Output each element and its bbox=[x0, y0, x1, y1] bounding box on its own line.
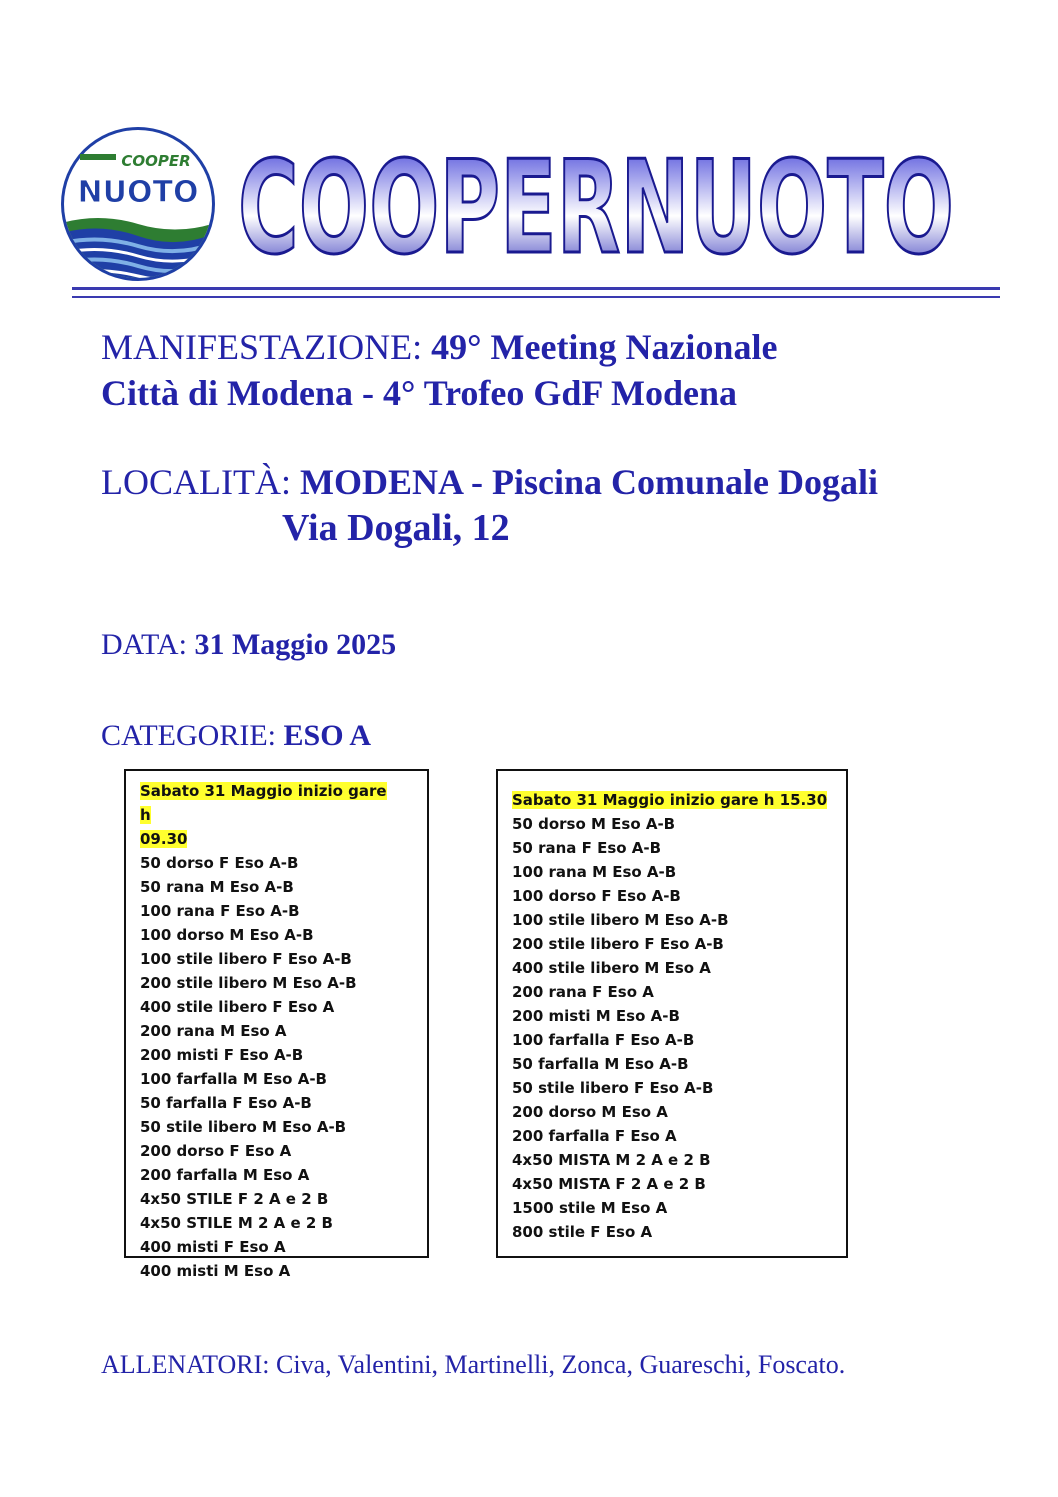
session-morning-event-item: 400 misti F Eso A bbox=[140, 1238, 286, 1256]
allenatori-value: Civa, Valentini, Martinelli, Zonca, Guareschi, Foscato. bbox=[276, 1350, 846, 1379]
session-afternoon-header: Sabato 31 Maggio inizio gare h 15.30 bbox=[512, 791, 828, 809]
categorie-label: CATEGORIE: bbox=[101, 719, 284, 752]
session-morning-event-item: 200 farfalla M Eso A bbox=[140, 1166, 310, 1184]
header-rule-top bbox=[72, 287, 1000, 290]
manifestazione-line bbox=[101, 327, 777, 367]
session-afternoon-event-item: 200 dorso M Eso A bbox=[512, 1103, 668, 1121]
session-afternoon-events bbox=[512, 812, 836, 1244]
session-afternoon-event-item: 200 rana F Eso A bbox=[512, 983, 654, 1001]
logo-main-text: NUOTO bbox=[77, 175, 199, 210]
session-afternoon-header-wrap bbox=[512, 788, 836, 812]
categorie-value: ESO A bbox=[283, 719, 372, 752]
localita-address: Via Dogali, 12 bbox=[282, 507, 510, 549]
session-morning-event-item: 100 stile libero F Eso A-B bbox=[140, 950, 352, 968]
session-morning-header bbox=[140, 779, 392, 851]
session-morning-event-item: 200 rana M Eso A bbox=[140, 1022, 287, 1040]
manifestazione-line-2 bbox=[101, 373, 737, 413]
coopernuoto-wordmark bbox=[232, 140, 960, 268]
session-afternoon-event-item: 50 farfalla M Eso A-B bbox=[512, 1055, 689, 1073]
session-afternoon-event-item: 100 stile libero M Eso A-B bbox=[512, 911, 729, 929]
data-label: DATA: bbox=[101, 628, 195, 661]
session-afternoon-event-item: 100 farfalla F Eso A-B bbox=[512, 1031, 695, 1049]
session-morning-event-item: 100 rana F Eso A-B bbox=[140, 902, 300, 920]
session-morning-event-item: 100 dorso M Eso A-B bbox=[140, 926, 314, 944]
session-morning-event-item: 200 dorso F Eso A bbox=[140, 1142, 292, 1160]
session-afternoon-event-item: 50 stile libero F Eso A-B bbox=[512, 1079, 714, 1097]
header-rule-bottom bbox=[72, 296, 1000, 298]
session-afternoon-event-item: 50 dorso M Eso A-B bbox=[512, 815, 676, 833]
session-morning-header-line1: Sabato 31 Maggio inizio gare h bbox=[140, 782, 387, 824]
session-afternoon-event-item: 4x50 MISTA M 2 A e 2 B bbox=[512, 1151, 711, 1169]
session-afternoon-event-item: 200 farfalla F Eso A bbox=[512, 1127, 677, 1145]
categorie-line bbox=[101, 716, 371, 756]
session-afternoon-event-item: 50 rana F Eso A-B bbox=[512, 839, 662, 857]
session-afternoon-event-item: 400 stile libero M Eso A bbox=[512, 959, 711, 977]
session-morning-event-item: 200 misti F Eso A-B bbox=[140, 1046, 304, 1064]
session-morning-event-item: 50 stile libero M Eso A-B bbox=[140, 1118, 347, 1136]
session-morning-event-item: 50 rana M Eso A-B bbox=[140, 878, 294, 896]
session-afternoon-event-item: 4x50 MISTA F 2 A e 2 B bbox=[512, 1175, 706, 1193]
localita-value: MODENA - Piscina Comunale Dogali bbox=[299, 462, 878, 502]
session-afternoon-event-item: 1500 stile M Eso A bbox=[512, 1199, 668, 1217]
session-morning-event-item: 200 stile libero M Eso A-B bbox=[140, 974, 357, 992]
session-morning-event-item: 4x50 STILE F 2 A e 2 B bbox=[140, 1190, 329, 1208]
session-afternoon-event-item: 800 stile F Eso A bbox=[512, 1223, 653, 1241]
session-morning-header-line2: 09.30 bbox=[140, 830, 188, 848]
session-afternoon-event-item: 100 rana M Eso A-B bbox=[512, 863, 677, 881]
localita-label: LOCALITÀ: bbox=[101, 462, 300, 502]
session-afternoon-event-item: 200 stile libero F Eso A-B bbox=[512, 935, 724, 953]
allenatori-line bbox=[101, 1345, 845, 1385]
session-afternoon-box bbox=[496, 769, 848, 1258]
session-afternoon-event-item: 200 misti M Eso A-B bbox=[512, 1007, 680, 1025]
localita-address-line bbox=[282, 508, 510, 548]
session-morning-event-item: 400 stile libero F Eso A bbox=[140, 998, 335, 1016]
manifestazione-value-2: Città di Modena - 4° Trofeo GdF Modena bbox=[101, 373, 738, 413]
session-morning-event-item: 100 farfalla M Eso A-B bbox=[140, 1070, 327, 1088]
allenatori-label: ALLENATORI: bbox=[101, 1350, 277, 1379]
session-morning-event-item: 50 farfalla F Eso A-B bbox=[140, 1094, 312, 1112]
data-line bbox=[101, 625, 396, 665]
coopernuoto-logo bbox=[58, 124, 218, 284]
manifestazione-label: MANIFESTAZIONE: bbox=[101, 327, 432, 367]
session-morning-events bbox=[140, 851, 417, 1283]
session-morning-event-item: 400 misti M Eso A bbox=[140, 1262, 291, 1280]
session-afternoon-event-item: 100 dorso F Eso A-B bbox=[512, 887, 681, 905]
session-morning-event-item: 50 dorso F Eso A-B bbox=[140, 854, 299, 872]
localita-line bbox=[101, 462, 878, 502]
session-morning-box bbox=[124, 769, 429, 1280]
wordmark-text: COOPERNUOTO bbox=[238, 140, 954, 268]
data-value: 31 Maggio 2025 bbox=[194, 628, 397, 661]
logo-top-text: COOPER bbox=[121, 152, 191, 170]
manifestazione-value: 49° Meeting Nazionale bbox=[431, 327, 778, 367]
session-morning-event-item: 4x50 STILE M 2 A e 2 B bbox=[140, 1214, 333, 1232]
